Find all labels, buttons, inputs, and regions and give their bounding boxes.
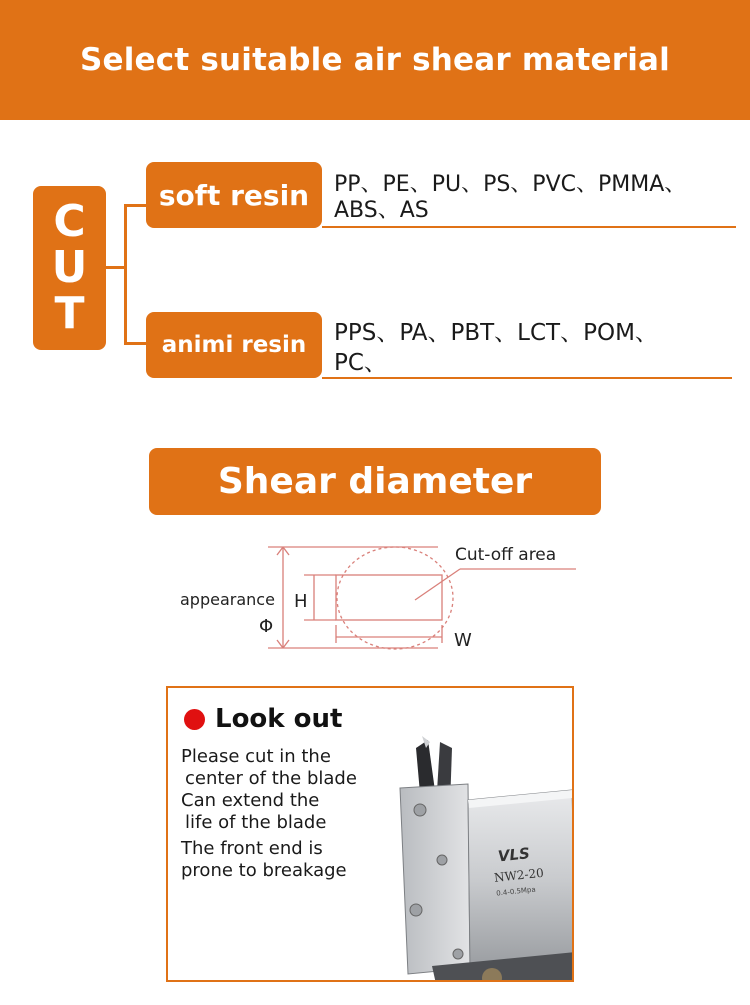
product-brand: VLS	[497, 844, 531, 866]
animi-resin-materials	[334, 318, 729, 378]
lookout-panel	[166, 686, 574, 982]
connector-stem	[106, 266, 126, 269]
tip-front-end	[181, 838, 381, 882]
cut-letter-c: C	[53, 196, 86, 247]
lookout-header	[184, 704, 342, 734]
cut-letter-t: T	[54, 288, 85, 339]
h-label: H	[294, 591, 308, 612]
shear-diameter-text: Shear diameter	[217, 461, 533, 502]
connector-top	[124, 204, 146, 207]
cut-letter-u: U	[51, 242, 88, 293]
tip-line: Please cut in the	[181, 746, 331, 767]
tip-extend-life	[181, 790, 381, 834]
tip-center-blade	[181, 746, 381, 790]
tip-line: life of the blade	[185, 812, 327, 833]
connector-vertical	[124, 204, 127, 344]
lookout-title: Look out	[215, 704, 343, 734]
air-nipper-product-image	[372, 728, 574, 982]
soft-resin-materials-line2: ABS、AS	[334, 198, 429, 223]
tip-line: prone to breakage	[181, 860, 347, 881]
cut-badge	[33, 186, 106, 350]
alert-dot-icon	[184, 709, 205, 730]
phi-label: Φ	[259, 616, 274, 637]
product-model: NW2-20	[493, 865, 545, 885]
tip-line: The front end is	[181, 838, 323, 859]
shear-diameter-diagram	[170, 535, 590, 660]
product-spec: 0.4-0.5Mpa	[495, 885, 537, 898]
tip-line: Can extend the	[181, 790, 320, 811]
animi-resin-materials-line2: PC、	[334, 350, 387, 376]
animi-resin-label	[146, 312, 322, 378]
soft-resin-underline	[322, 226, 736, 228]
animi-resin-text: animi resin	[161, 332, 307, 358]
soft-resin-materials	[334, 172, 729, 224]
soft-resin-text: soft resin	[158, 178, 310, 212]
animi-resin-materials-line1: PPS、PA、PBT、LCT、POM、	[334, 320, 658, 346]
header-banner	[0, 0, 750, 120]
soft-resin-label	[146, 162, 322, 228]
shear-diameter-title	[149, 448, 601, 515]
w-label: W	[454, 630, 472, 651]
appearance-label: appearance	[180, 590, 275, 609]
cutoff-area-label: Cut-off area	[455, 545, 557, 565]
page-title: Select suitable air shear material	[79, 42, 670, 78]
soft-resin-materials-line1: PP、PE、PU、PS、PVC、PMMA、	[334, 172, 687, 197]
connector-bottom	[124, 342, 146, 345]
tip-line: center of the blade	[185, 768, 357, 789]
animi-resin-underline	[322, 377, 732, 379]
